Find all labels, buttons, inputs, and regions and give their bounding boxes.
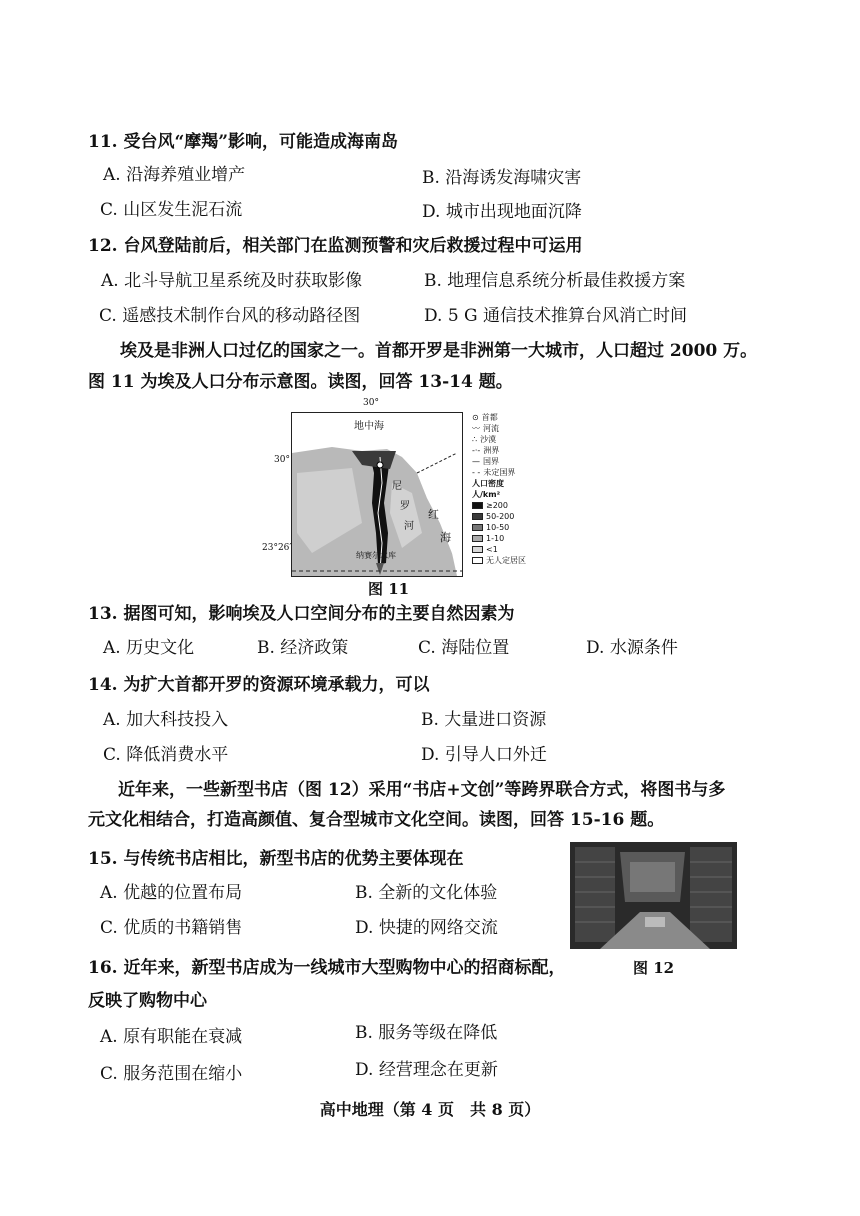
q13-option-c: C. 海陆位置 xyxy=(418,638,510,658)
map-label-mediterranean: 地中海 xyxy=(354,421,384,432)
q11-option-b: B. 沿海诱发海啸灾害 xyxy=(422,168,582,188)
river-icon: 〰 xyxy=(472,424,480,433)
map-lat-30: 30° xyxy=(274,455,290,465)
legend-density-title: 人口密度 xyxy=(472,479,504,488)
q12-option-b: B. 地理信息系统分析最佳救援方案 xyxy=(424,271,686,291)
q13-option-a: A. 历史文化 xyxy=(103,638,195,658)
figure-12-caption: 图 12 xyxy=(633,959,675,977)
legend-density-3: 10-50 xyxy=(472,522,562,533)
legend-density-4: 1-10 xyxy=(472,533,562,544)
q16-stem-line1: 16. 近年来，新型书店成为一线城市大型购物中心的招商标配， xyxy=(88,958,566,978)
q11-option-c: C. 山区发生泥石流 xyxy=(100,200,243,220)
q13-stem: 13. 据图可知，影响埃及人口空间分布的主要自然因素为 xyxy=(88,604,515,624)
q11-option-a: A. 沿海养殖业增产 xyxy=(103,165,246,185)
legend-density-1: ≥200 xyxy=(472,500,562,511)
q12-option-d: D. 5 G 通信技术推算台风消亡时间 xyxy=(424,306,688,326)
egypt-intro-line1: 埃及是非洲人口过亿的国家之一。首都开罗是非洲第一大城市，人口超过 2000 万。 xyxy=(120,341,758,361)
q15-option-c: C. 优质的书籍销售 xyxy=(100,918,243,938)
legend-density-5: <1 xyxy=(472,544,562,555)
q15-option-d: D. 快捷的网络交流 xyxy=(355,918,498,938)
q16-option-c: C. 服务范围在缩小 xyxy=(100,1064,243,1084)
q12-stem: 12. 台风登陆前后，相关部门在监测预警和灾后救援过程中可运用 xyxy=(88,236,583,256)
q13-option-d: D. 水源条件 xyxy=(586,638,678,658)
map-label-lake-nasser: 纳赛尔水库 xyxy=(356,551,396,560)
q13-option-b: B. 经济政策 xyxy=(257,638,349,658)
egypt-intro-line2: 图 11 为埃及人口分布示意图。读图，回答 13-14 题。 xyxy=(88,372,513,392)
q14-option-c: C. 降低消费水平 xyxy=(103,745,229,765)
legend-desert: ∴ 沙漠 xyxy=(472,435,497,444)
map-lat-2326: 23°26′ xyxy=(262,543,292,553)
continent-border-icon: -·- xyxy=(472,446,481,455)
q12-option-a: A. 北斗导航卫星系统及时获取影像 xyxy=(101,271,363,291)
map-label-nile-3: 河 xyxy=(404,521,414,532)
legend-density-unit: 人/km² xyxy=(472,490,501,499)
map-label-nile-2: 罗 xyxy=(400,501,410,512)
bookstore-photo-graphic xyxy=(570,842,737,949)
q15-option-b: B. 全新的文化体验 xyxy=(355,883,498,903)
capital-icon: ⊙ xyxy=(472,413,479,422)
q14-option-a: A. 加大科技投入 xyxy=(103,710,229,730)
legend-river: 〰 河流 xyxy=(472,424,499,433)
undetermined-border-icon: - - xyxy=(472,468,481,477)
q11-option-d: D. 城市出现地面沉降 xyxy=(422,202,582,222)
legend-undetermined-border: - - 未定国界 xyxy=(472,468,516,477)
map-label-red-sea-1: 红 xyxy=(428,508,439,521)
q14-option-b: B. 大量进口资源 xyxy=(421,710,547,730)
map-label-nile-1: 尼 xyxy=(392,481,402,492)
bookstore-photo xyxy=(570,842,737,949)
legend-density-6: 无人定居区 xyxy=(472,555,562,566)
bookstore-intro-line2: 元文化相结合，打造高颜值、复合型城市文化空间。读图，回答 15-16 题。 xyxy=(88,810,665,830)
legend-continent-border: -·- 洲界 xyxy=(472,446,500,455)
q16-stem-line2: 反映了购物中心 xyxy=(88,991,207,1011)
q16-option-d: D. 经营理念在更新 xyxy=(355,1060,498,1080)
q14-stem: 14. 为扩大首都开罗的资源环境承载力，可以 xyxy=(88,675,430,695)
bookstore-intro-line1: 近年来，一些新型书店（图 12）采用“书店+文创”等跨界联合方式，将图书与多 xyxy=(118,780,726,800)
desert-icon: ∴ xyxy=(472,435,478,444)
q11-stem: 11. 受台风“摩羯”影响，可能造成海南岛 xyxy=(88,132,399,152)
q15-option-a: A. 优越的位置布局 xyxy=(100,883,243,903)
q16-option-a: A. 原有职能在衰减 xyxy=(100,1027,243,1047)
legend-density-2: 50-200 xyxy=(472,511,562,522)
legend-national-border: — 国界 xyxy=(472,457,499,466)
q16-option-b: B. 服务等级在降低 xyxy=(355,1023,498,1043)
q12-option-c: C. 遥感技术制作台风的移动路径图 xyxy=(99,306,361,326)
national-border-icon: — xyxy=(472,457,480,466)
q14-option-d: D. 引导人口外迁 xyxy=(421,745,547,765)
map-top-longitude: 30° xyxy=(363,398,379,408)
map-label-red-sea-2: 海 xyxy=(440,531,451,544)
egypt-population-map xyxy=(291,412,463,577)
page-footer: 高中地理（第 4 页 共 8 页） xyxy=(319,1100,541,1119)
legend-capital: ⊙ 首都 xyxy=(472,413,498,422)
map-legend xyxy=(472,412,562,566)
figure-11-caption: 图 11 xyxy=(368,580,410,598)
q15-stem: 15. 与传统书店相比，新型书店的优势主要体现在 xyxy=(88,849,464,869)
